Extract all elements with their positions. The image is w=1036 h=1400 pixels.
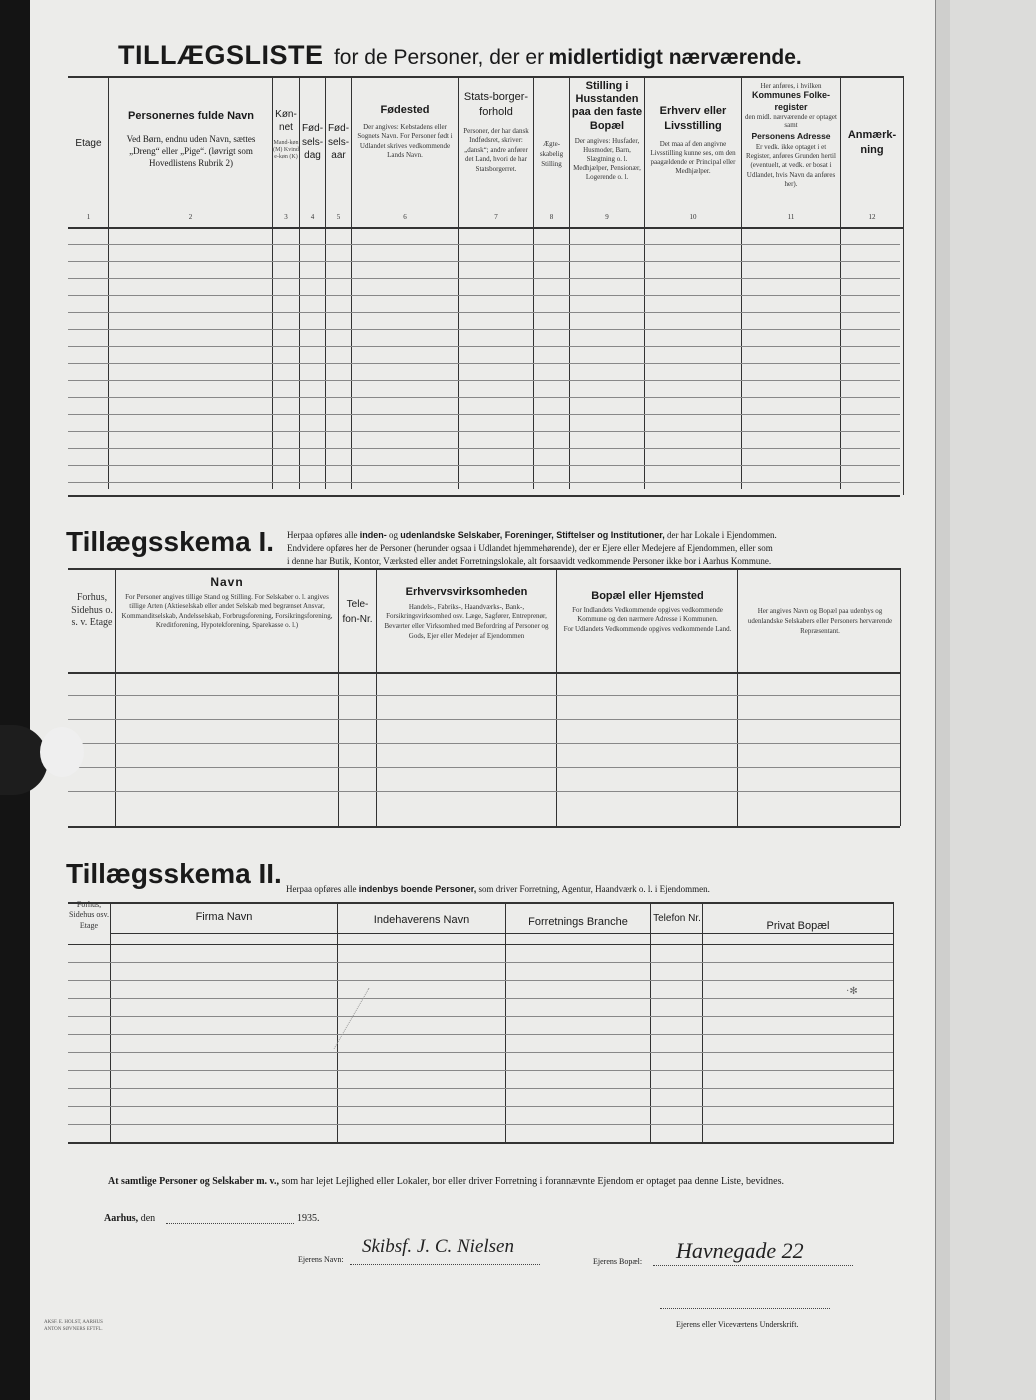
schema1-col-business-title: Erhvervsvirksomheden	[405, 586, 528, 598]
schema1-desc-2: og	[388, 530, 398, 540]
t1-header-birthday: Fød-sels-dag	[301, 123, 324, 161]
title-rest-b: midlertidigt nærværende.	[548, 46, 802, 69]
t1-header-etage: Etage	[75, 138, 102, 149]
t1-header-birthplace	[353, 104, 457, 160]
schema1-col-residence-title: Bopæl eller Hjemsted	[591, 590, 704, 602]
footer-year: 1935.	[297, 1213, 320, 1224]
t1-header-household	[571, 80, 643, 182]
t1-header-register-note: Er vedk. ikke optaget i et Register, anføres Grunden hertil (eventuelt, at vedk. er bosat i Udlandet, hvis Navn da anføres her).	[746, 143, 836, 188]
signature-line	[660, 1308, 830, 1309]
owner-address-handwritten: Havnegade 22	[676, 1238, 804, 1263]
schema1-desc-3: der har Lokale i Ejendommen.	[667, 530, 777, 540]
t1-colnum-1: 1	[86, 213, 91, 221]
t1-header-occupation	[646, 104, 740, 176]
schema2-desc-2: som driver Forretning, Agentur, Haandværk o. l. i Ejendommen.	[478, 884, 710, 894]
t1-header-name	[112, 110, 270, 169]
title-rest-a: for de Personer, der er	[333, 46, 545, 69]
t1-header-birthplace-title: Fødested	[380, 104, 430, 116]
owner-name-handwritten: Skibsf. J. C. Nielsen	[362, 1236, 514, 1257]
t1-header-register-title2: Personens Adresse	[751, 130, 831, 141]
schema1-col-name	[118, 576, 336, 631]
document-page	[30, 0, 935, 1400]
t1-colnum-9: 9	[605, 213, 609, 221]
t1-header-marital: Ægte-skabelig Stilling	[539, 140, 564, 168]
signature-label: Ejerens eller Viceværtens Underskrift.	[676, 1320, 799, 1329]
t1-colnum-5: 5	[336, 213, 341, 221]
t1-colnum-6: 6	[403, 213, 407, 221]
t1-colnum-3: 3	[284, 213, 288, 221]
schema2-col-etage: Forhus, Sidehus osv. Etage	[69, 900, 109, 930]
t1-header-name-note: Ved Børn, endnu uden Navn, sættes „Dreng“ eller „Pige“. (løvrigt som Hovedlistens Rubrik 2)	[126, 133, 256, 168]
owner-name-label: Ejerens Navn:	[298, 1255, 344, 1264]
t1-header-register-mid: den midl. nærværende er optaget samt	[745, 113, 837, 130]
t1-header-birthyear: Fød-sels-aar	[327, 123, 350, 161]
t1-header-birthplace-note: Der angives: Kebstadens eller Sognets Navn. For Personer født i Udlandet skrives vedkommende Lands Navn.	[357, 122, 453, 159]
schema2-title: Tillægsskema II.	[66, 858, 282, 889]
footer-den: den	[140, 1213, 156, 1224]
schema1-col-residence-note1: For Indlandets Vedkommende opgives vedkommende Kommune og den nærmere Adresse i Kommunen.	[572, 605, 723, 624]
title-main: TILLÆGSLISTE	[118, 40, 324, 70]
schema1-col-etage: Forhus, Sidehus o. s. v. Etage	[71, 592, 113, 628]
schema1-desc-line2: Endvidere opføres her de Personer (herunder ogsaa i Udlandet hjemmehørende), der er Ejere eller Medejere af Ejendommen, eller som	[287, 543, 773, 554]
schema2-description	[286, 884, 710, 894]
schema1-desc-b1: inden-	[359, 530, 387, 540]
next-page	[950, 0, 1036, 1400]
schema2-desc-b: indenbys boende Personer,	[358, 884, 477, 894]
t1-colnum-4: 4	[310, 213, 315, 221]
page-edge	[935, 0, 951, 1400]
owner-name-line	[350, 1264, 540, 1265]
t1-colnum-10: 10	[689, 213, 697, 221]
t1-colnum-8: 8	[549, 213, 554, 221]
t1-header-household-title: Stilling i Husstanden paa den faste Bopæl	[571, 80, 643, 132]
t1-header-name-title: Personernes fulde Navn	[128, 110, 254, 122]
schema1-description	[287, 529, 902, 568]
schema1-col-business-note: Handels-, Fabriks-, Haandværks-, Bank-, Forsikringsvirksomhed osv. Læge, Sagfører, Entreprenør, Beværter eller Virksomhed med Befordring af Personer og Gods, Ejer eller Medejer af Ejendommen	[384, 602, 549, 641]
footer-date-line	[104, 1213, 155, 1224]
schema1-desc-b2: udenlandske Selskaber, Foreninger, Stiftelser og Institutioner,	[400, 530, 665, 540]
schema1-col-residence-note2: For Udlandets Vedkommende opgives vedkommende Land.	[563, 625, 732, 634]
t1-header-gender	[273, 108, 299, 161]
schema1-col-residence	[560, 590, 735, 635]
schema1-desc-line3: i denne har Butik, Kontor, Værksted eller andet Forretningslokale, alt forsaavidt vedkommende Personer ikke bor i Aarhus Kommune.	[287, 556, 772, 567]
thumbnail	[40, 727, 84, 777]
schema1-title: Tillægsskema I.	[66, 526, 275, 557]
schema1-desc-1: Herpaa opføres alle	[287, 530, 358, 540]
t1-colnum-2: 2	[188, 213, 193, 221]
t1-header-occupation-title: Erhverv eller Livsstilling	[659, 105, 727, 132]
t1-colnum-7: 7	[494, 213, 498, 221]
t1-header-register	[743, 82, 839, 189]
schema1-col-representative: Her angives Navn og Bopæl paa udenbys og udenlandske Selskabers eller Personers herværende Repræsentant.	[747, 607, 893, 636]
t1-header-citizenship-title: Stats-borger-forhold	[463, 91, 529, 119]
footer-statement-bold: At samtlige Personer og Selskaber m. v.,	[108, 1176, 280, 1187]
t1-header-register-pre: Her anføres, i hvilken	[760, 82, 822, 90]
t1-header-gender-title: Køn-net	[275, 109, 297, 133]
t1-header-gender-note: Mand-køn (M) Kvinde-køn (K)	[273, 140, 299, 160]
schema2-col-firm: Firma Navn	[195, 911, 253, 923]
footer-date-blank	[166, 1223, 294, 1224]
schema2-col-owner: Indehaverens Navn	[373, 914, 470, 926]
t1-header-household-note: Der angives: Husfader, Husmoder, Barn, Slægtning o. l. Medhjælper, Pensionær, Logerende o. l.	[573, 136, 641, 182]
owner-address-label: Ejerens Bopæl:	[593, 1257, 643, 1266]
t1-colnum-11: 11	[787, 213, 795, 221]
schema1-col-name-note: For Personer angives tillige Stand og Stilling. For Selskaber o. l. angives tillige Arten (Aktieselskab eller andet Selskab med begrænset Ansvar, Kommanditselskab, Andelsselskab, Forbrugsforening, Forsikringsforening, Kreditforening, Hypotekforening, Sparekasse o. l.)	[121, 592, 333, 630]
schema2-col-phone: Telefon Nr.	[653, 913, 701, 924]
footer-statement-text: som har lejet Lejlighed eller Lokaler, bor eller driver Forretning i forannævnte Ejendom er optaget paa denne Liste, bevidnes.	[281, 1176, 784, 1187]
ink-dot: ·✻	[846, 986, 858, 997]
t1-header-citizenship-note: Personer, der har dansk Indfødsret, skriver: „dansk“; andre anfører det Land, hvori de har Statsborgerret.	[463, 126, 529, 173]
schema2-desc-1: Herpaa opføres alle	[286, 884, 357, 894]
t1-header-register-title: Kommunes Folke-register	[751, 90, 830, 112]
schema1-col-phone: Tele-fon-Nr.	[342, 599, 373, 625]
footer-place: Aarhus,	[104, 1213, 139, 1224]
footer-statement	[108, 1176, 898, 1187]
owner-address-line	[653, 1265, 853, 1266]
t1-header-remarks: Anmærk-ning	[847, 129, 897, 157]
schema2-col-private-address: Privat Bopæl	[766, 920, 830, 932]
printer-imprint: AKSF. E. HOLST, AARHUS ANTON SØVNERS EFTFL.	[44, 1320, 103, 1332]
t1-header-occupation-note: Det maa af den angivne Livsstilling kunne ses, om den paagældende er Principal eller Medhjælper.	[650, 139, 736, 175]
t1-colnum-12: 12	[868, 213, 876, 221]
schema1-col-business	[379, 586, 554, 642]
schema2-col-branch: Forretnings Branche	[528, 916, 628, 928]
page-title	[118, 40, 878, 74]
schema1-col-name-title: Navn	[210, 575, 244, 589]
t1-header-citizenship	[460, 90, 532, 174]
